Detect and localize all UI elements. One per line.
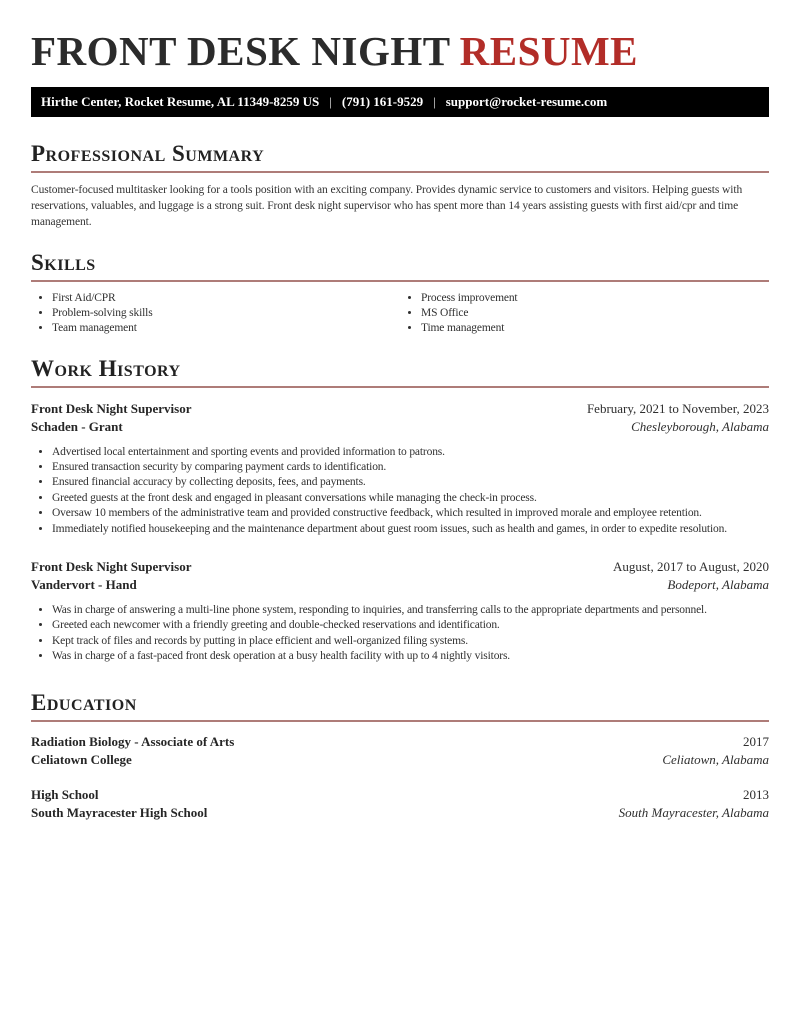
job-entry: [31, 558, 769, 665]
job-bullet: • Was in charge of answering a multi-line phone system, responding to inquiries, and transferring calls to the appropriate departments and personnel.: [52, 603, 769, 618]
job-bullet-list: [31, 603, 769, 665]
contact-phone: (791) 161-9529: [341, 94, 424, 109]
contact-email: support@rocket-resume.com: [445, 94, 608, 109]
education-school-row: [31, 751, 769, 769]
job-company-row: [31, 418, 769, 436]
education-degree-row: [31, 733, 769, 751]
job-dates: August, 2017 to August, 2020: [612, 559, 769, 575]
page-title: [31, 30, 769, 72]
skills-column-left: [31, 291, 400, 337]
education-heading: Education: [31, 691, 769, 722]
section-professional-summary: [31, 142, 769, 230]
education-degree-row: [31, 786, 769, 804]
education-entry: [31, 733, 769, 769]
contact-address: Hirthe Center, Rocket Resume, AL 11349-8259 US: [41, 94, 320, 109]
section-education: [31, 691, 769, 822]
job-title-row: [31, 400, 769, 418]
job-bullet: • Greeted each newcomer with a friendly greeting and double-checked reservations and identification.: [52, 618, 769, 633]
education-degree: Radiation Biology - Associate of Arts: [31, 733, 235, 749]
job-location: Bodeport, Alabama: [667, 577, 769, 593]
education-degree: High School: [31, 786, 99, 802]
summary-text: Customer-focused multitasker looking for a tools position with an exciting company. Provides dynamic service to customers and visitors. Helping guests with reservations, valuables, and luggage is a strong suit. Front desk night supervisor who has spent more than 14 years assisting guests with first aid/cpr and time management.: [31, 184, 743, 228]
job-bullet: • Advertised local entertainment and sporting events and provided information to patrons.: [52, 445, 769, 460]
skills-heading: Skills: [31, 251, 769, 282]
title-accent-text: RESUME: [459, 28, 639, 74]
job-bullet: • Ensured transaction security by comparing payment cards to identification.: [52, 460, 769, 475]
skill-item: • First Aid/CPR: [52, 291, 400, 306]
skill-item: • Time management: [421, 321, 769, 336]
education-school: South Mayracester High School: [31, 804, 208, 820]
education-year: 2013: [743, 786, 769, 802]
education-year: 2017: [743, 733, 769, 749]
job-bullet: • Ensured financial accuracy by collecting deposits, fees, and payments.: [52, 475, 769, 490]
job-company-row: [31, 576, 769, 594]
education-school-row: [31, 804, 769, 822]
job-company: Schaden - Grant: [31, 418, 123, 434]
section-skills: [31, 251, 769, 337]
job-company: Vandervort - Hand: [31, 577, 137, 593]
contact-bar: [31, 87, 769, 117]
skill-item: • Process improvement: [421, 291, 769, 306]
job-location: Chesleyborough, Alabama: [631, 418, 769, 434]
education-location: Celiatown, Alabama: [662, 751, 769, 767]
skill-item: • Team management: [52, 321, 400, 336]
job-bullet: • Kept track of files and records by putting in place efficient and well-organized filing systems.: [52, 634, 769, 649]
education-location: South Mayracester, Alabama: [618, 804, 769, 820]
job-dates: February, 2021 to November, 2023: [586, 400, 769, 416]
job-bullet: • Greeted guests at the front desk and engaged in pleasant conversations while managing the check-in process.: [52, 491, 769, 506]
contact-separator: |: [329, 94, 332, 109]
job-title: Front Desk Night Supervisor: [31, 559, 192, 575]
job-entry: [31, 400, 769, 537]
job-bullet-list: [31, 445, 769, 537]
section-work-history: [31, 357, 769, 665]
skill-item: • Problem-solving skills: [52, 306, 400, 321]
contact-separator: |: [433, 94, 436, 109]
skills-column-right: [400, 291, 769, 337]
job-bullet: • Was in charge of a fast-paced front desk operation at a busy health facility with up to 4 nightly visitors.: [52, 649, 769, 664]
skills-columns: [31, 282, 769, 337]
job-bullet: • Immediately notified housekeeping and the maintenance department about guest room issues, such as health and games, in order to expedite resolution.: [52, 522, 769, 537]
job-title-row: [31, 558, 769, 576]
skill-item: • MS Office: [421, 306, 769, 321]
work-history-heading: Work History: [31, 357, 769, 388]
job-bullet: • Oversaw 10 members of the administrative team and provided constructive feedback, which resulted in improved morale and employee retention.: [52, 506, 769, 521]
summary-heading: Professional Summary: [31, 142, 769, 173]
title-main-text: FRONT DESK NIGHT: [31, 28, 451, 74]
job-title: Front Desk Night Supervisor: [31, 400, 192, 416]
education-entry: [31, 786, 769, 822]
resume-page: [0, 30, 800, 822]
education-school: Celiatown College: [31, 751, 132, 767]
